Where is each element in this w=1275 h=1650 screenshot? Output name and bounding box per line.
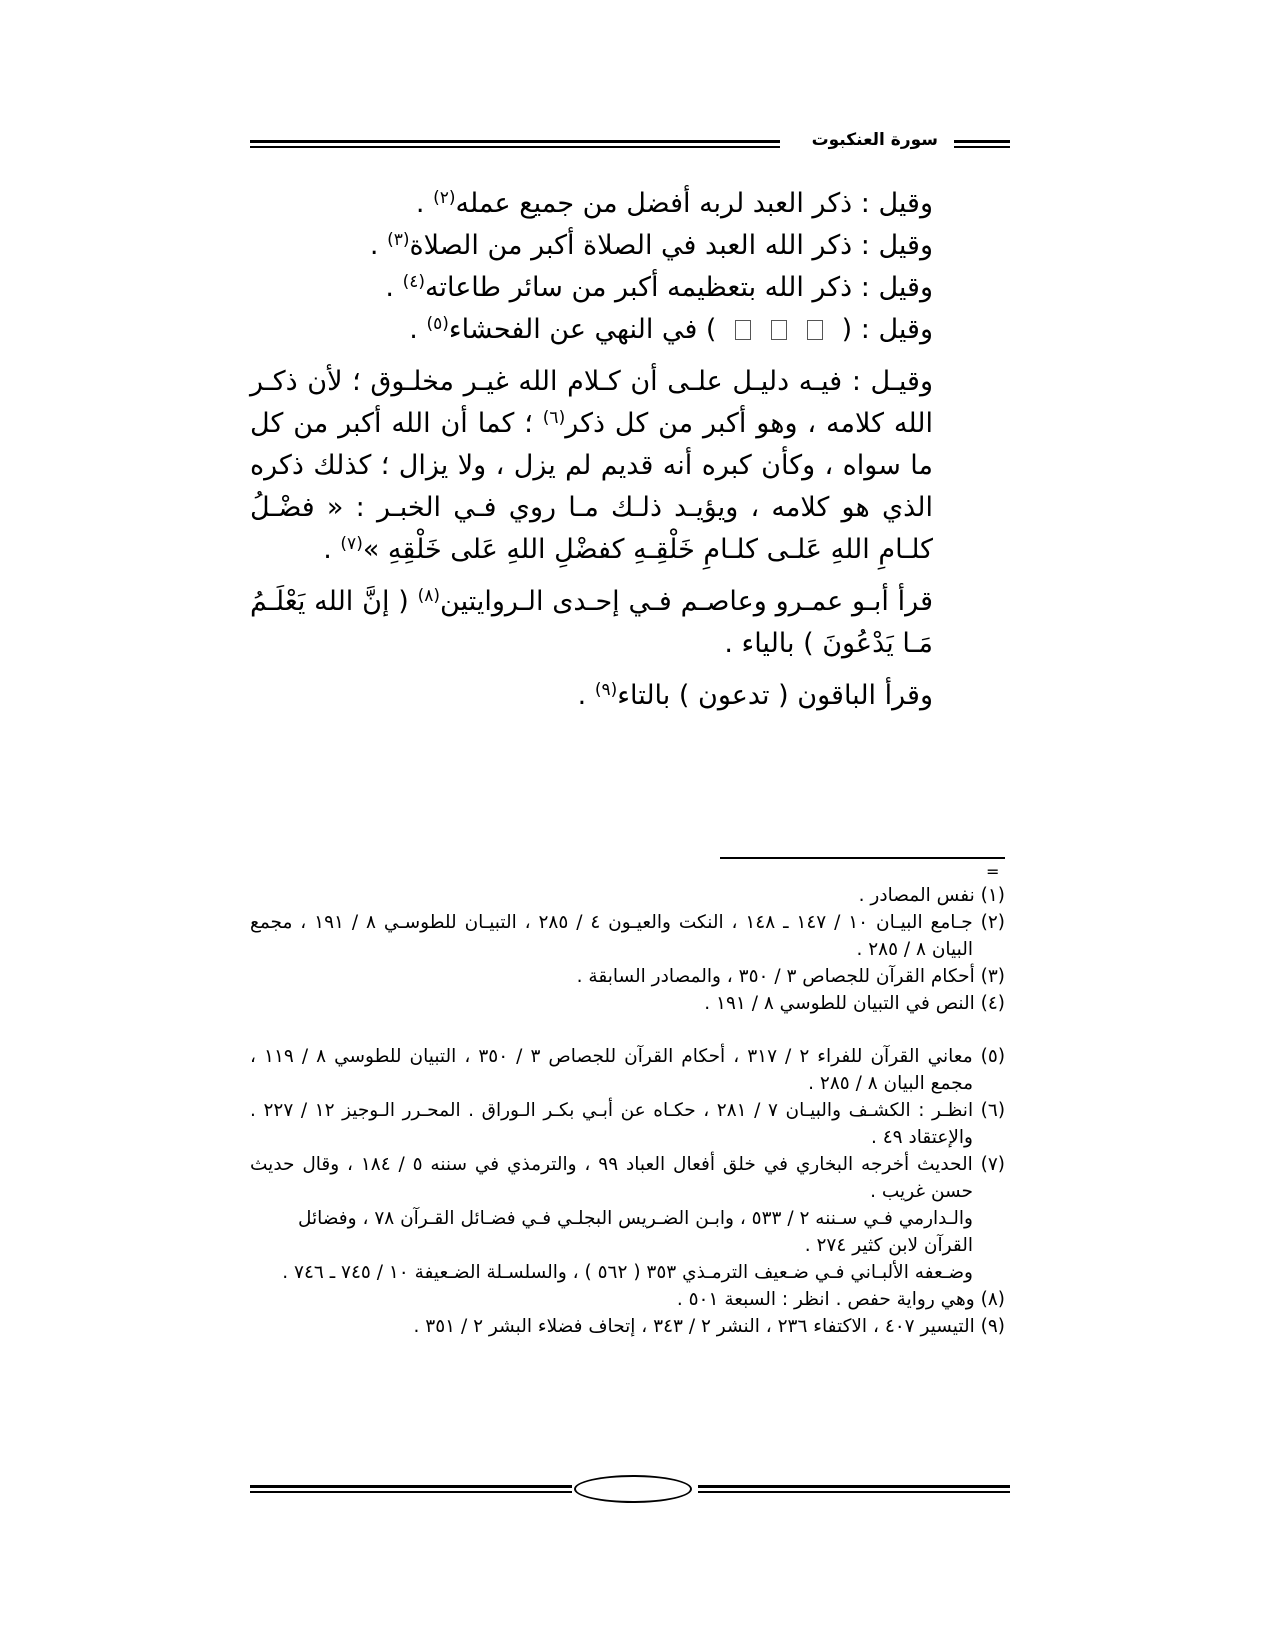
text-line: وقيل : ذكر الله العبد في الصلاة أكبر من الصلاة$^{(٣)}$ . [369, 230, 933, 261]
footnote: (٩) التيسير ٤٠٧ ، الاكتفاء ٢٣٦ ، النشر ٢ / ٣٤٣ ، إتحاف فضلاء البشر ٢ / ٣٥١ . [413, 1316, 1005, 1337]
footnote: (٤) النص في التبيان للطوسي ٨ / ١٩١ . [704, 993, 1005, 1014]
paragraph: وقرأ الباقون ( تدعون ) بالتاء$^{(٩)}$ . [577, 680, 933, 711]
missing-glyph-box [807, 320, 823, 340]
footnote-ref: (٣) [387, 230, 410, 250]
footnote: (٥) معاني القرآن للفراء ٢ / ٣١٧ ، أحكام القرآن للجصاص ٣ / ٣٥٠ ، التبيان للطوسي ٨ / ١١٩ ، مجمع البيان ٨ / ٢٨٥ . [250, 1046, 1006, 1094]
missing-glyph-box [735, 320, 751, 340]
footnote-ref: (٧) [340, 534, 363, 554]
footnote-ref: (٢) [433, 188, 456, 208]
surah-title: سورة العنكبوت [804, 130, 946, 150]
footnote: (٢) جـامع البيـان ١٠ / ١٤٧ ـ ١٤٨ ، النكت والعيـون ٤ / ٢٨٥ ، التبيـان للطوسـي ٨ / ١٩١ ، مجمع البيان ٨ / ٢٨٥ . [250, 912, 1006, 960]
footnote-continuation: وضـعفه الألبـاني فـي ضـعيف الترمـذي ٣٥٣ ( ٥٦٢ ) ، والسلسـلة الضـعيفة ١٠ / ٧٤٥ ـ ٧٤٦ . [282, 1262, 973, 1283]
footnote-carry-mark: = [986, 862, 1000, 881]
header-short-rule [954, 140, 1010, 148]
text-line: وقيل : ذكر العبد لربه أفضل من جميع عمله$^{(٢)}$ . [415, 188, 933, 219]
header-double-rule [250, 140, 780, 148]
page-footer-ornament [250, 1475, 1010, 1505]
footnote-separator [720, 857, 1005, 859]
footnote-ref: (٥) [426, 314, 449, 334]
missing-glyph-box [771, 320, 787, 340]
footnote: (١) نفس المصادر . [858, 885, 1005, 906]
footer-rule-right [698, 1485, 1010, 1493]
footnote: (٨) وهي رواية حفص . انظر : السبعة ٥٠١ . [676, 1289, 1005, 1310]
footnote: (٣) أحكام القرآن للجصاص ٣ / ٣٥٠ ، والمصادر السابقة . [576, 966, 1005, 987]
running-header [250, 132, 1010, 156]
paragraph: وقيـل : فيـه دليـل علـى أن كـلام الله غيـر مخلـوق ؛ لأن ذكـر الله كلامه ، وهو أكبر من كل ذكر$^{(٦)}$ ؛ كما أن الله أكبر من كل ما سواه ، وكأن كبره أنه قديم لم يزل ، ولا يزال ؛ كذلك ذكره الذي هو كلامه ، ويؤيـد ذلـك مـا روي فـي الخبـر : « فضْـلُ كلـامِ اللهِ عَلـى كلـامِ خَلْقِـهِ كفضْلِ اللهِ عَلى خَلْقِهِ »$^{(٧)}$ . [250, 366, 933, 565]
footnote-ref: (٩) [594, 680, 618, 700]
footnotes [250, 882, 1005, 1340]
main-text [250, 183, 1005, 717]
footer-rule-left [250, 1485, 572, 1493]
footnote-continuation: والـدارمي فـي سـننه ٢ / ٥٣٣ ، وابـن الضـريس البجلـي فـي فضـائل القـرآن ٧٨ ، وفضائل القرآن لابن كثير ٢٧٤ . [297, 1208, 973, 1256]
text-line: وقيل : ذكر الله بتعظيمه أكبر من سائر طاعاته$^{(٤)}$ . [385, 272, 933, 303]
footnote-ref: (٦) [542, 408, 566, 428]
text-line: وقيل : ( ) في النهي عن الفحشاء$^{(٥)}$ . [409, 314, 933, 345]
page-number-oval [574, 1475, 692, 1503]
footnote-ref: (٤) [402, 272, 425, 292]
footnote: (٧) الحديث أخرجه البخاري في خلق أفعال العباد ٩٩ ، والترمذي في سننه ٥ / ١٨٤ ، وقال حديث حسن غريب . [250, 1154, 1005, 1202]
paragraph: قرأ أبـو عمـرو وعاصـم فـي إحـدى الـروايتين$^{(٨)}$ ( إنَّ الله يَعْلَـمُ مَـا يَدْعُونَ ) بالياء . [250, 586, 933, 659]
footnote-ref: (٨) [417, 586, 441, 606]
footnote: (٦) انظـر : الكشـف والبيـان ٧ / ٢٨١ ، حكـاه عن أبـي بكـر الـوراق . المحـرر الـوجيز ١٢ / ٢٢٧ . والإعتقاد ٤٩ . [250, 1100, 1006, 1148]
